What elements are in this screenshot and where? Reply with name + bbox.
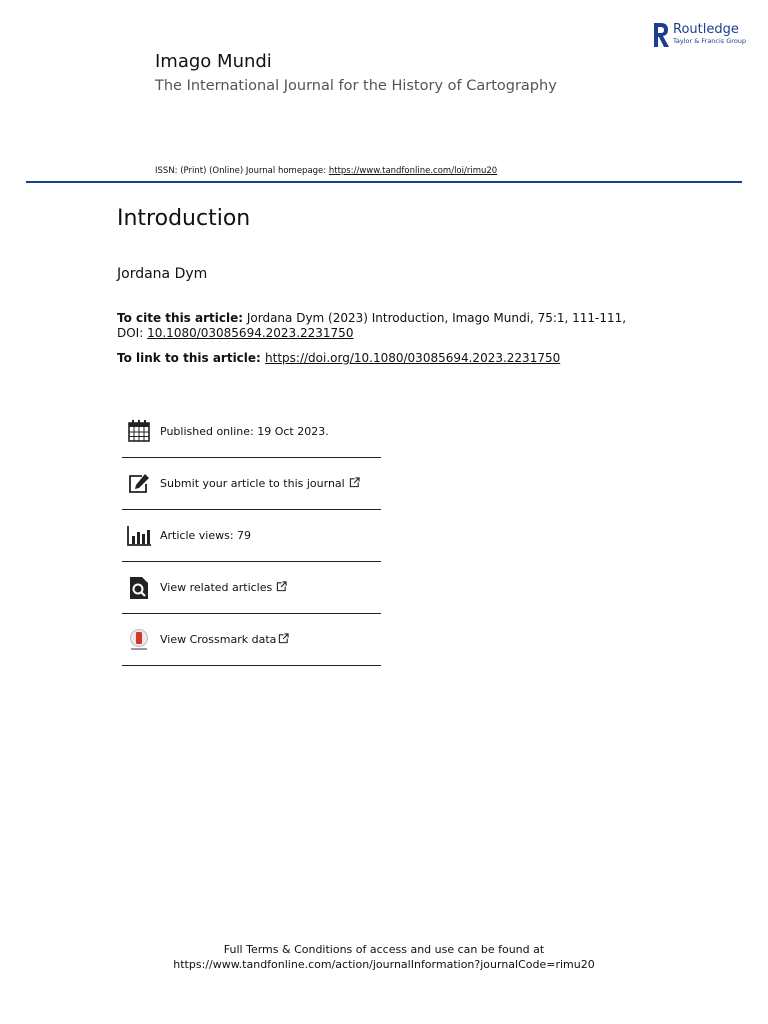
related-articles-link[interactable]: [160, 581, 287, 594]
terms-url[interactable]: https://www.tandfonline.com/action/journalInformation?journalCode=rimu20: [173, 958, 595, 971]
submit-article-link[interactable]: [160, 477, 360, 490]
article-title: Introduction: [117, 206, 251, 231]
bar-chart-icon: [127, 524, 151, 548]
edit-icon: [127, 472, 151, 496]
crossmark-label: View Crossmark data: [160, 633, 277, 646]
published-online-item: [122, 405, 381, 458]
article-author: Jordana Dym: [117, 266, 208, 282]
related-articles-item[interactable]: [122, 562, 381, 614]
publisher-name: Routledge: [673, 22, 739, 37]
external-link-icon: [349, 477, 360, 488]
cite-text: Jordana Dym (2023) Introduction, Imago Mundi, 75:1, 111-111, DOI:: [117, 311, 627, 340]
link-label: To link to this article:: [117, 351, 266, 365]
citation: [117, 311, 637, 341]
article-link: [117, 351, 560, 365]
external-link-icon: [276, 581, 287, 592]
article-views-label: Article views: 79: [160, 529, 252, 542]
publisher-sub: Taylor & Francis Group: [673, 37, 747, 45]
routledge-logo-icon: [652, 22, 670, 48]
journal-homepage-link[interactable]: https://www.tandfonline.com/loi/rimu20: [328, 166, 498, 176]
article-info-list: [122, 405, 381, 666]
related-articles-label: View related articles: [160, 581, 273, 594]
publisher-logo[interactable]: [652, 22, 746, 48]
document-search-icon: [127, 576, 151, 600]
cite-doi-link[interactable]: 10.1080/03085694.2023.2231750: [147, 326, 354, 340]
crossmark-link[interactable]: [160, 633, 289, 646]
submit-article-label: Submit your article to this journal: [160, 477, 345, 490]
external-link-icon: [278, 633, 289, 644]
cite-label: To cite this article:: [117, 311, 244, 325]
terms-line: Full Terms & Conditions of access and use can be found at: [223, 943, 545, 956]
article-doi-link[interactable]: https://doi.org/10.1080/03085694.2023.2231750: [265, 351, 561, 365]
crossmark-item[interactable]: [122, 614, 381, 666]
published-online-label: Published online: 19 Oct 2023.: [160, 424, 329, 438]
terms-footer: [0, 942, 768, 972]
issn-text: ISSN: (Print) (Online) Journal homepage:: [155, 166, 329, 176]
journal-title: Imago Mundi: [155, 51, 272, 72]
journal-subtitle: The International Journal for the History of Cartography: [155, 78, 557, 94]
issn-line: [155, 166, 497, 176]
submit-article-item[interactable]: [122, 458, 381, 510]
crossmark-icon: [127, 628, 151, 652]
header-divider: [26, 181, 742, 183]
calendar-icon: [127, 419, 151, 443]
article-views-item: [122, 510, 381, 562]
